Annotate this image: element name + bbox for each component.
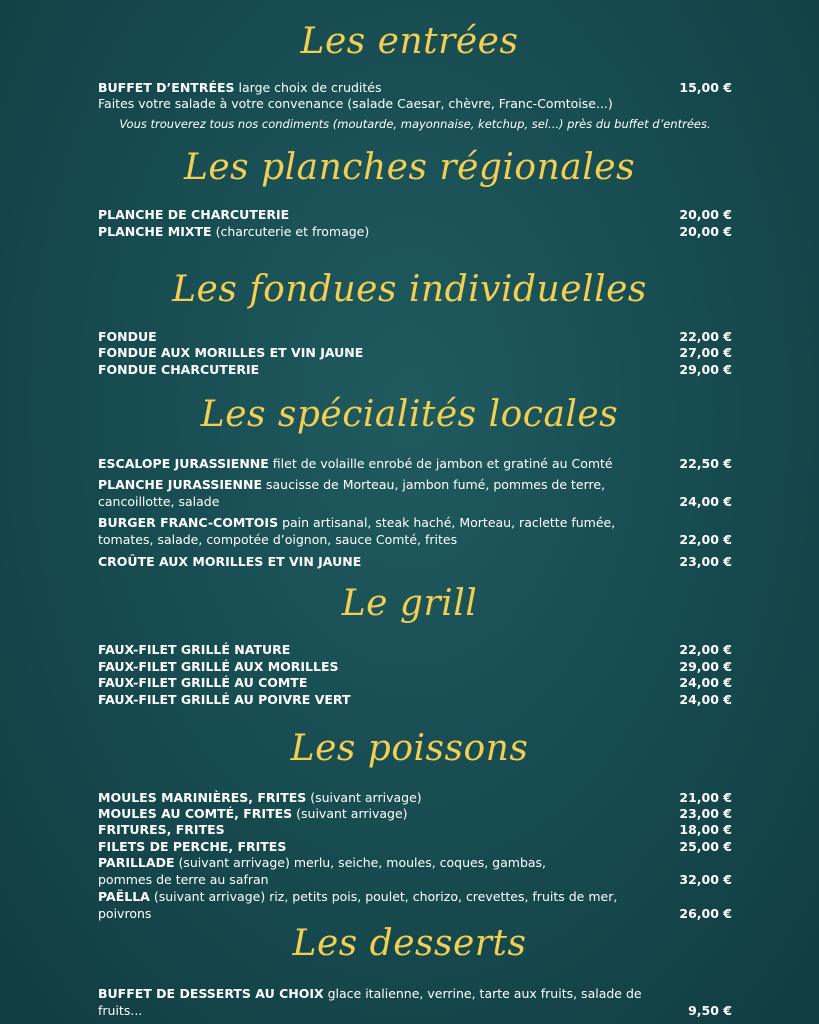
- item-price: 22,00 €: [679, 531, 732, 547]
- item-description: saucisse de Morteau, jambon fumé, pommes de terre, cancoillotte, salade: [98, 477, 606, 509]
- item-name: CROÛTE AUX MORILLES ET VIN JAUNE: [98, 554, 362, 569]
- item-description: (charcuterie et fromage): [215, 224, 370, 239]
- item-price: 15,00 €: [679, 80, 732, 95]
- menu-item: [98, 986, 732, 1019]
- item-price: 27,00 €: [679, 345, 732, 360]
- item-description: (suivant arrivage): [296, 806, 408, 821]
- item-price: 22,00 €: [679, 642, 732, 657]
- menu-item: [98, 515, 732, 548]
- menu-item: [98, 207, 732, 224]
- item-name: FRITURES, FRITES: [98, 822, 225, 837]
- menu-item: [98, 889, 732, 922]
- item-name: ESCALOPE JURASSIENNE: [98, 456, 269, 471]
- item-price: 32,00 €: [679, 871, 732, 887]
- item-name: FONDUE AUX MORILLES ET VIN JAUNE: [98, 345, 364, 360]
- item-name: PAËLLA: [98, 889, 150, 904]
- item-name: BUFFET DE DESSERTS AU CHOIX: [98, 986, 324, 1001]
- item-price: 22,50 €: [679, 456, 732, 471]
- item-description: large choix de crudités: [238, 80, 382, 95]
- item-price: 29,00 €: [679, 362, 732, 377]
- item-description: glace italienne, verrine, tarte aux fruits, salade de fruits...: [98, 986, 642, 1018]
- menu-item: [98, 345, 732, 362]
- item-name: FAUX-FILET GRILLÉ AUX MORILLES: [98, 659, 339, 674]
- item-description: (suivant arrivage) merlu, seiche, moules, coques, gambas, pommes de terre au safran: [98, 855, 547, 887]
- menu-item: [98, 477, 732, 510]
- item-name: FONDUE CHARCUTERIE: [98, 362, 260, 377]
- item-price: 24,00 €: [679, 493, 732, 509]
- item-price: 18,00 €: [679, 822, 732, 837]
- item-description: filet de volaille enrobé de jambon et gratiné au Comté: [272, 456, 613, 471]
- menu-item: [98, 362, 732, 379]
- item-name: FILETS DE PERCHE, FRITES: [98, 839, 287, 854]
- item-price: 20,00 €: [679, 224, 732, 239]
- item-name: MOULES AU COMTÉ, FRITES: [98, 806, 293, 821]
- item-price: 21,00 €: [679, 790, 732, 805]
- menu-item: [98, 659, 732, 676]
- menu-item: [98, 456, 732, 473]
- entrees-extra-line: Faites votre salade à votre convenance (salade Caesar, chèvre, Franc-Comtoise...): [98, 96, 613, 111]
- condiments-note: Vous trouverez tous nos condiments (moutarde, mayonnaise, ketchup, sel...) près du buffet d’entrées.: [119, 117, 711, 131]
- item-price: 9,50 €: [688, 1002, 732, 1018]
- menu-item: [98, 675, 732, 692]
- menu-item: [98, 80, 732, 97]
- section-title-grill: Le grill: [341, 583, 478, 624]
- menu-item: [98, 855, 732, 888]
- item-name: PLANCHE JURASSIENNE: [98, 477, 262, 492]
- item-price: 26,00 €: [679, 905, 732, 921]
- item-price: 23,00 €: [679, 806, 732, 821]
- item-name: FAUX-FILET GRILLÉ AU POIVRE VERT: [98, 692, 351, 707]
- menu-item: [98, 329, 732, 346]
- section-title-entrees: Les entrées: [300, 21, 519, 62]
- menu-item: [98, 806, 732, 823]
- item-name: BUFFET D’ENTRÉES: [98, 80, 235, 95]
- section-title-planches: Les planches régionales: [183, 147, 636, 188]
- section-title-specialites: Les spécialités locales: [200, 394, 619, 435]
- item-name: MOULES MARINIÈRES, FRITES: [98, 790, 307, 805]
- item-price: 29,00 €: [679, 659, 732, 674]
- item-name: PLANCHE MIXTE: [98, 224, 212, 239]
- section-title-poissons: Les poissons: [290, 728, 529, 769]
- menu-item: [98, 642, 732, 659]
- menu-item: [98, 554, 732, 571]
- item-price: 20,00 €: [679, 207, 732, 222]
- section-title-fondues: Les fondues individuelles: [172, 269, 647, 310]
- item-price: 24,00 €: [679, 675, 732, 690]
- item-name: FAUX-FILET GRILLÉ NATURE: [98, 642, 291, 657]
- item-name: PLANCHE DE CHARCUTERIE: [98, 207, 290, 222]
- menu-item: [98, 692, 732, 709]
- item-price: 24,00 €: [679, 692, 732, 707]
- item-price: 25,00 €: [679, 839, 732, 854]
- item-name: BURGER FRANC-COMTOIS: [98, 515, 279, 530]
- item-name: PARILLADE: [98, 855, 175, 870]
- item-price: 23,00 €: [679, 554, 732, 569]
- item-description: (suivant arrivage) riz, petits pois, poulet, chorizo, crevettes, fruits de mer, poivrons: [98, 889, 618, 921]
- menu-item: [98, 822, 732, 839]
- menu-item: [98, 839, 732, 856]
- item-description: (suivant arrivage): [310, 790, 422, 805]
- item-name: FONDUE: [98, 329, 157, 344]
- item-price: 22,00 €: [679, 329, 732, 344]
- menu-item: [98, 790, 732, 807]
- item-description: pain artisanal, steak haché, Morteau, raclette fumée, tomates, salade, compotée d’oignon, sauce Comté, frites: [98, 515, 616, 547]
- menu-item: [98, 224, 732, 241]
- item-name: FAUX-FILET GRILLÉ AU COMTE: [98, 675, 308, 690]
- section-title-desserts: Les desserts: [292, 923, 527, 964]
